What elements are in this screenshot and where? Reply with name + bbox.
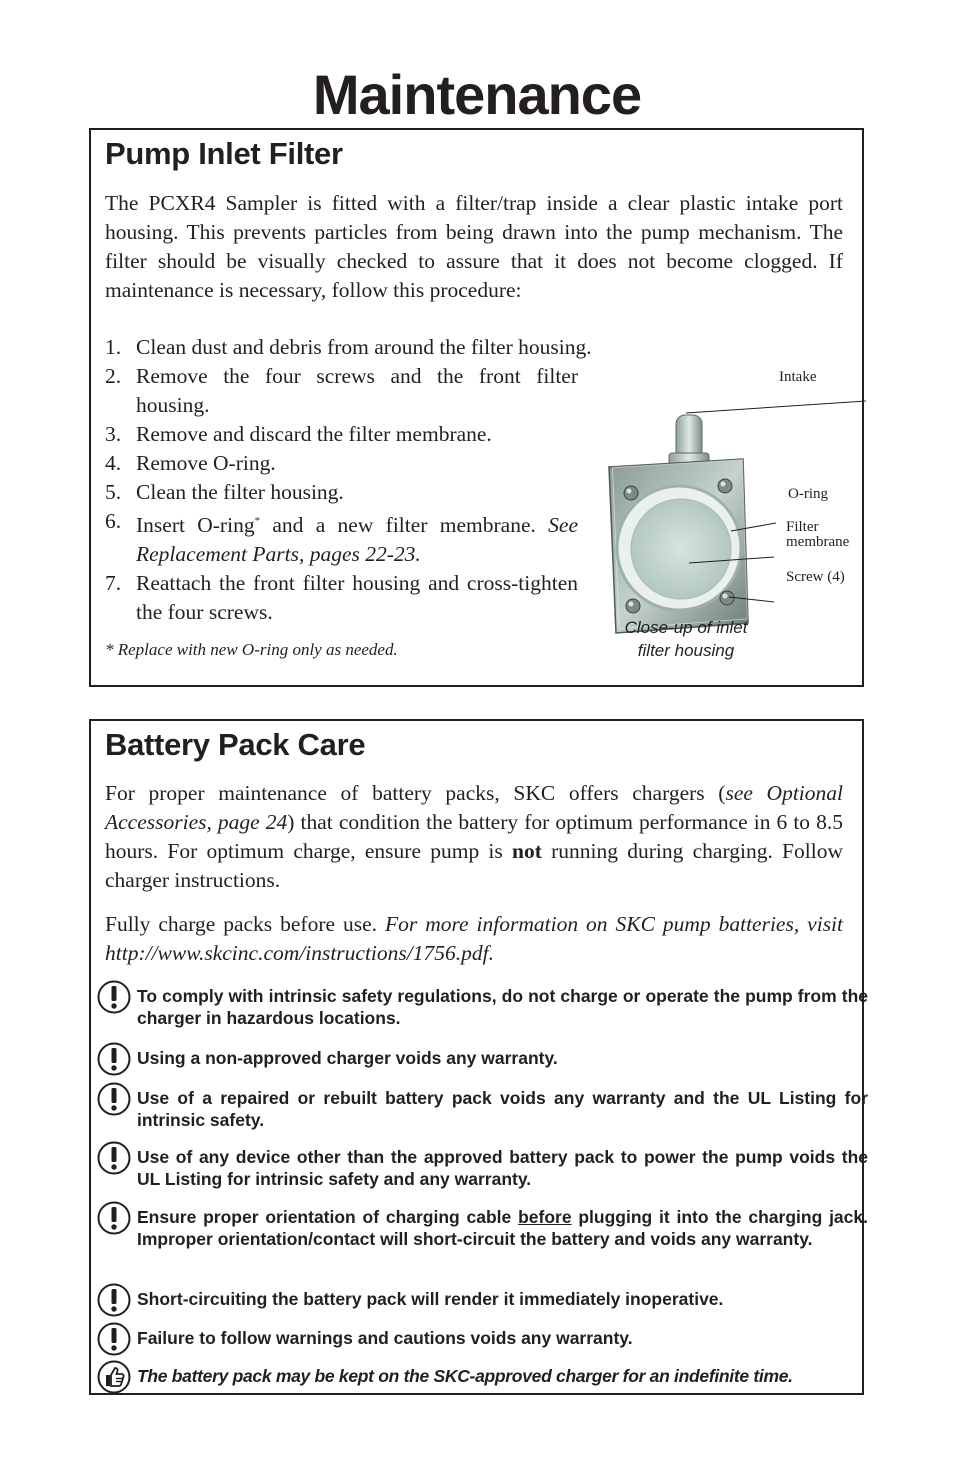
- membrane-label: membrane: [786, 534, 850, 550]
- step-item: [105, 333, 592, 362]
- screw: [626, 599, 640, 613]
- exclamation-icon: [97, 1141, 131, 1175]
- text-run: For proper maintenance of battery packs, SKC offers chargers (: [105, 781, 726, 805]
- text-run: running during charging. Follow charger instructions.: [105, 839, 843, 892]
- step-item: [105, 362, 592, 420]
- warning-item: [97, 1288, 869, 1317]
- intake-label: Intake: [779, 369, 817, 385]
- intake-leader: [686, 401, 866, 413]
- text-run: Ensure proper orientation of charging cable: [137, 1207, 519, 1227]
- step-text: Remove and discard the filter membrane.: [136, 422, 492, 446]
- step-text: Reattach the front filter housing and cross-tighten the four screws.: [136, 571, 578, 625]
- warning-text: Use of a repaired or rebuilt battery pack voids any warranty and the UL Listing for intrinsic safety.: [137, 1088, 868, 1130]
- oring-label: O-ring: [788, 486, 828, 502]
- figure-caption: [596, 616, 776, 662]
- screw-label: Screw (4): [786, 569, 845, 585]
- pump-inlet-filter-section: [89, 128, 864, 687]
- warning-text: [137, 1206, 868, 1250]
- battery-pack-care-section: [89, 719, 868, 1395]
- step-number: 1.: [105, 335, 122, 359]
- tip-text: The battery pack may be kept on the SKC-approved charger for an indefinite time.: [137, 1366, 793, 1386]
- exclamation-icon: [97, 1082, 131, 1116]
- exclamation-icon: [97, 1201, 131, 1235]
- battery-info-link-text: For more information on SKC pump batteries, visit http://www.skcinc.com/instructions/1756.pdf.: [105, 912, 844, 965]
- warning-item: [97, 1087, 869, 1131]
- procedure-steps: [105, 333, 592, 627]
- step-text: Clean dust and debris from around the filter housing.: [136, 335, 592, 359]
- step-text-part: Insert O-ring: [136, 513, 255, 538]
- step-text: Clean the filter housing.: [136, 480, 344, 504]
- text-run: plugging it into the charging jack. Improper orientation/contact will short-circuit the battery and voids any warranty.: [137, 1207, 868, 1249]
- warning-item: [97, 1047, 869, 1076]
- warning-item: [97, 1146, 869, 1190]
- text-run: ) that condition the battery for optimum performance in 6 to 8.5 hours. For optimum charge, ensure pump is: [105, 810, 843, 863]
- step-number: 3.: [105, 422, 122, 446]
- section-heading-filter: Pump Inlet Filter: [105, 136, 343, 171]
- page-title: Maintenance: [312, 63, 642, 126]
- exclamation-icon: [97, 980, 131, 1014]
- footnote-marker: *: [254, 515, 261, 527]
- step-item: [105, 507, 592, 569]
- step-item: [105, 478, 592, 507]
- warning-text: Failure to follow warnings and cautions voids any warranty.: [137, 1328, 633, 1348]
- emphasis-before: before: [518, 1207, 572, 1227]
- screw: [718, 479, 732, 493]
- thumbs-up-icon: [97, 1360, 131, 1394]
- step-number: 6.: [105, 509, 122, 533]
- step-number: 5.: [105, 480, 122, 504]
- replacement-parts-reference: See Replacement Parts, pages 22-23.: [136, 513, 578, 567]
- footnote: * Replace with new O-ring only as needed.: [105, 640, 398, 659]
- emphasis-not: not: [512, 839, 542, 863]
- screw: [624, 486, 638, 500]
- battery-paragraph-1: [105, 779, 843, 895]
- screw: [720, 591, 734, 605]
- caption-line: filter housing: [637, 641, 735, 660]
- warning-text: To comply with intrinsic safety regulations, do not charge or operate the pump from the charger in hazardous locations.: [137, 986, 868, 1028]
- exclamation-icon: [97, 1283, 131, 1317]
- optional-accessories-reference: see Optional Accessories, page 24: [105, 781, 844, 834]
- step-number: 2.: [105, 364, 122, 388]
- caption-line: Close-up of inlet: [624, 618, 748, 637]
- filter-label: Filter: [786, 519, 819, 535]
- warning-text: Using a non-approved charger voids any warranty.: [137, 1048, 558, 1068]
- section-heading-battery: Battery Pack Care: [105, 727, 366, 762]
- step-number: 4.: [105, 451, 122, 475]
- text-run: Fully charge packs before use.: [105, 912, 385, 936]
- tip-item: [97, 1365, 869, 1394]
- step-text: Remove O-ring.: [136, 451, 276, 475]
- exclamation-icon: [97, 1322, 131, 1356]
- warning-item: [97, 1206, 869, 1250]
- step-text: Remove the four screws and the front filter housing.: [136, 364, 578, 417]
- filter-membrane: [631, 499, 731, 599]
- battery-paragraph-2: [105, 910, 843, 968]
- warning-item: [97, 1327, 869, 1356]
- warning-item: [97, 985, 869, 1029]
- step-item: [105, 569, 592, 627]
- warning-text: Short-circuiting the battery pack will render it immediately inoperative.: [137, 1289, 724, 1309]
- step-item: [105, 449, 592, 478]
- step-text: [136, 507, 578, 569]
- step-number: 7.: [105, 571, 122, 596]
- filter-intro-paragraph: The PCXR4 Sampler is fitted with a filter/trap inside a clear plastic intake port housing. This prevents particles from being drawn into the pump mechanism. The filter should be visually checked to assure that it does not become clogged. If maintenance is necessary, follow this procedure:: [105, 191, 843, 302]
- step-item: [105, 420, 592, 449]
- warning-text: Use of any device other than the approved battery pack to power the pump voids the UL Listing for intrinsic safety and any warranty.: [137, 1147, 868, 1189]
- exclamation-icon: [97, 1042, 131, 1076]
- step-text-part: and a new filter membrane.: [260, 513, 549, 538]
